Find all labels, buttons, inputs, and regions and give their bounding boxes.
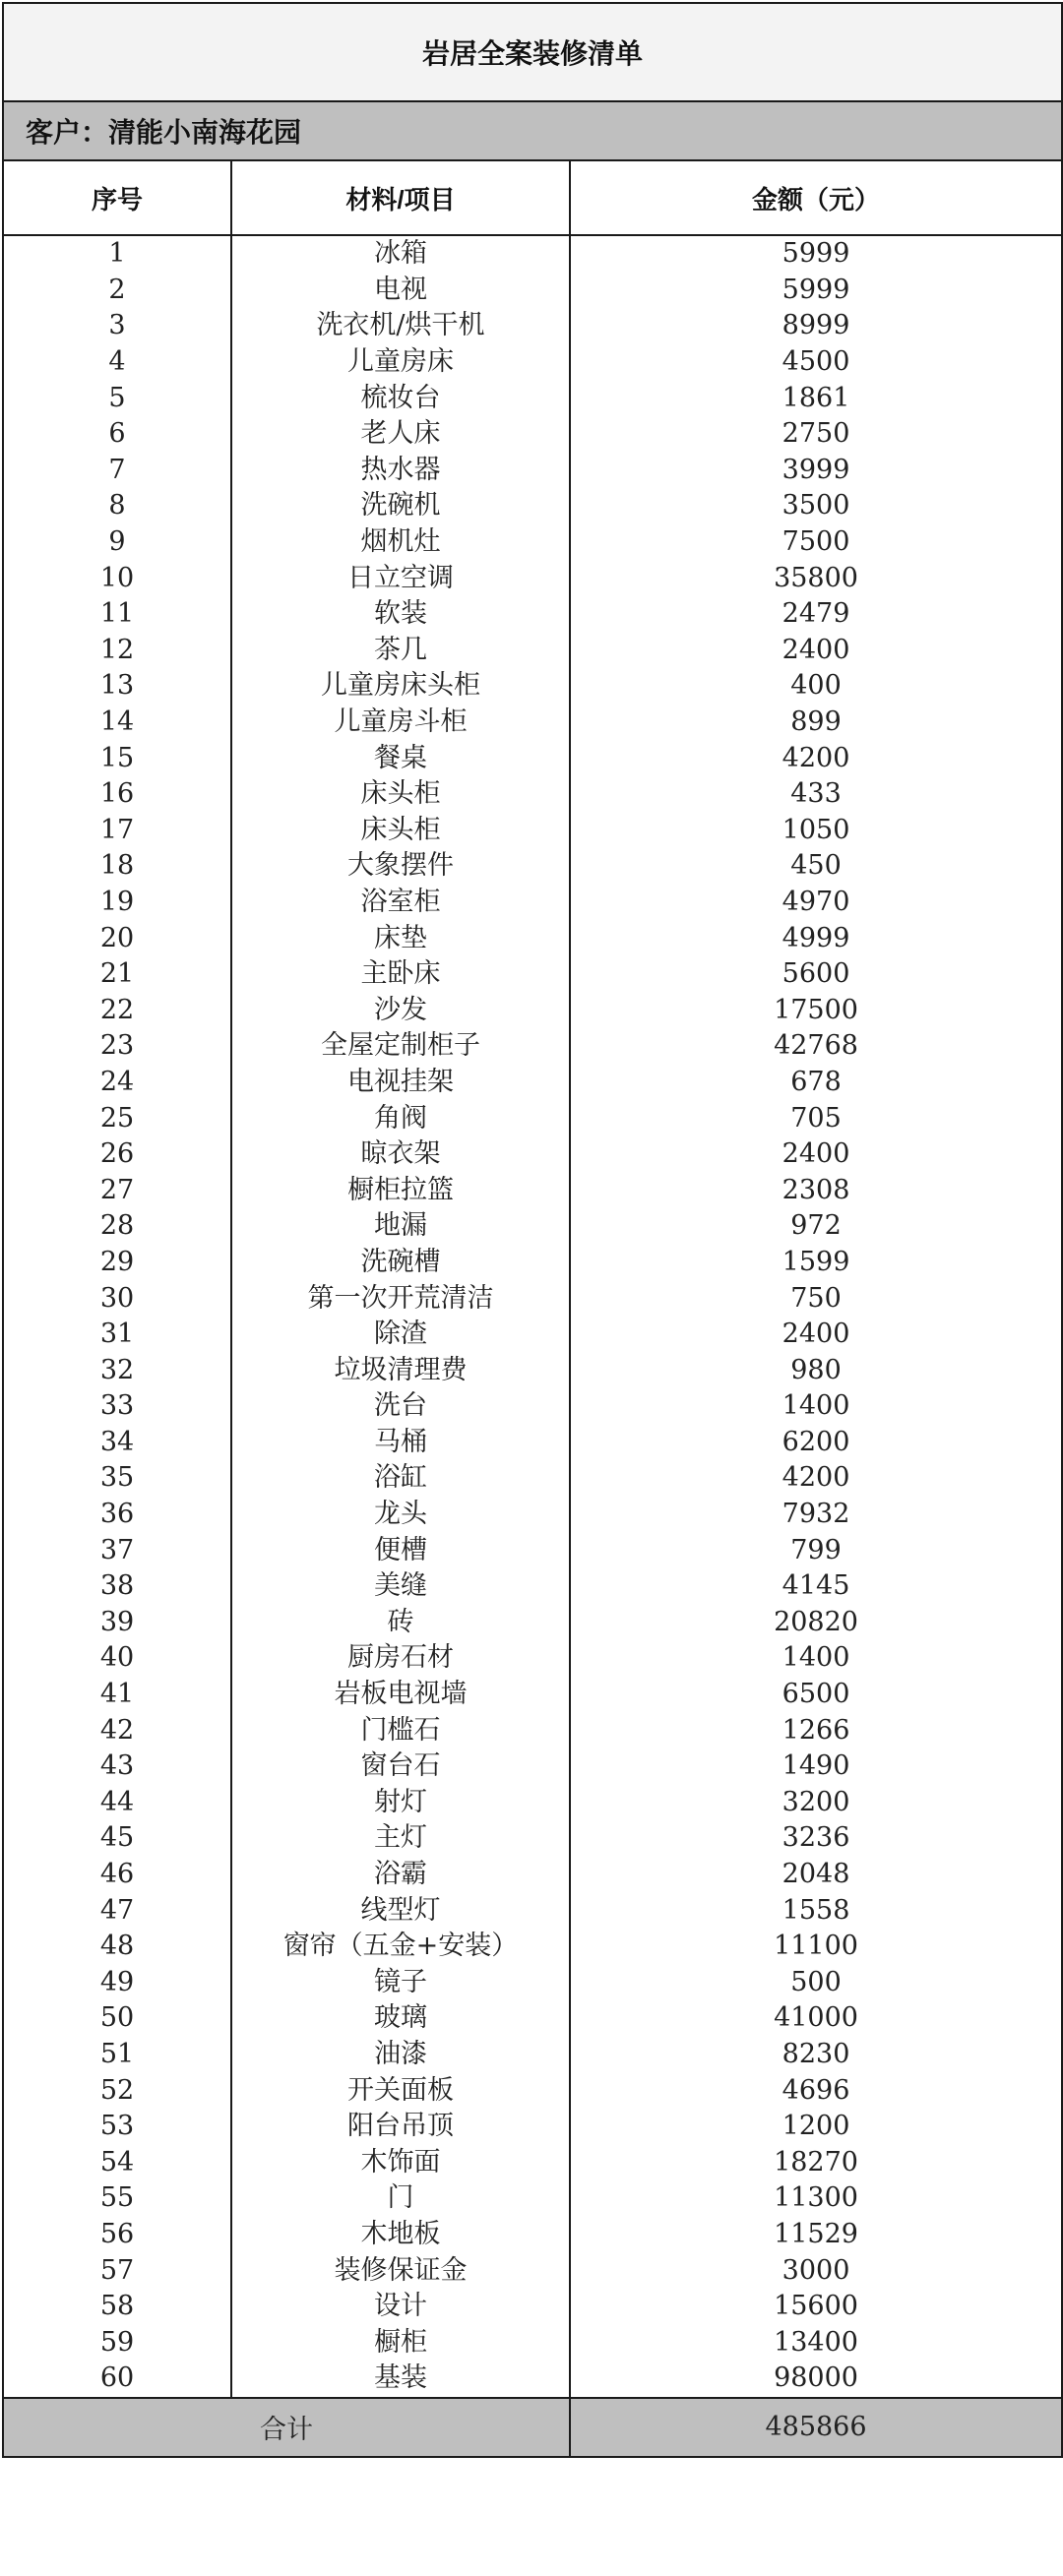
row-index-cell: 53: [3, 2109, 231, 2145]
title-row: [3, 3, 1062, 101]
row-index-cell: 45: [3, 1820, 231, 1857]
row-amount-cell: 8230: [570, 2037, 1062, 2073]
row-amount-cell: 17500: [570, 992, 1062, 1028]
table-row: [3, 1785, 1062, 1821]
row-index-cell: 50: [3, 2000, 231, 2037]
row-item-cell: 龙头: [231, 1497, 570, 1533]
table-row: [3, 1677, 1062, 1713]
row-index-cell: 47: [3, 1892, 231, 1929]
table-row: [3, 740, 1062, 776]
row-amount-cell: 5999: [570, 273, 1062, 309]
row-item-cell: 餐桌: [231, 740, 570, 776]
row-amount-cell: 1266: [570, 1712, 1062, 1748]
row-item-cell: 电视挂架: [231, 1065, 570, 1101]
row-amount-cell: 42768: [570, 1028, 1062, 1065]
row-item-cell: 全屋定制柜子: [231, 1028, 570, 1065]
row-index-cell: 25: [3, 1100, 231, 1136]
row-item-cell: 木地板: [231, 2217, 570, 2253]
row-index-cell: 15: [3, 740, 231, 776]
row-index-cell: 20: [3, 920, 231, 956]
row-amount-cell: 2400: [570, 1317, 1062, 1353]
row-index-cell: 49: [3, 1965, 231, 2001]
table-row: [3, 2252, 1062, 2289]
table-row: [3, 308, 1062, 344]
row-amount-cell: 2479: [570, 596, 1062, 633]
table-row: [3, 1065, 1062, 1101]
row-amount-cell: 1400: [570, 1388, 1062, 1425]
row-index-cell: 11: [3, 596, 231, 633]
row-item-cell: 马桶: [231, 1425, 570, 1461]
table-row: [3, 2217, 1062, 2253]
total-label: 合计: [3, 2398, 570, 2457]
row-amount-cell: 4696: [570, 2072, 1062, 2109]
table-row: [3, 1100, 1062, 1136]
row-item-cell: 茶几: [231, 633, 570, 669]
row-index-cell: 52: [3, 2072, 231, 2109]
row-item-cell: 橱柜: [231, 2324, 570, 2361]
row-index-cell: 57: [3, 2252, 231, 2289]
row-index-cell: 5: [3, 380, 231, 416]
row-item-cell: 洗碗机: [231, 488, 570, 524]
table-row: [3, 776, 1062, 813]
row-item-cell: 梳妆台: [231, 380, 570, 416]
table-row: [3, 2324, 1062, 2361]
row-index-cell: 48: [3, 1929, 231, 1965]
row-item-cell: 床头柜: [231, 813, 570, 849]
row-item-cell: 浴缸: [231, 1460, 570, 1497]
table-row: [3, 705, 1062, 741]
row-index-cell: 18: [3, 848, 231, 885]
table-row: [3, 1172, 1062, 1208]
table-row: [3, 1892, 1062, 1929]
row-item-cell: 第一次开荒清洁: [231, 1280, 570, 1317]
row-amount-cell: 972: [570, 1208, 1062, 1245]
row-index-cell: 13: [3, 668, 231, 705]
row-item-cell: 冰箱: [231, 235, 570, 273]
total-row: [3, 2398, 1062, 2457]
header-index: 序号: [3, 160, 231, 235]
row-item-cell: 门: [231, 2180, 570, 2217]
row-item-cell: 儿童房斗柜: [231, 705, 570, 741]
row-index-cell: 36: [3, 1497, 231, 1533]
table-row: [3, 956, 1062, 993]
row-item-cell: 垃圾清理费: [231, 1352, 570, 1388]
row-amount-cell: 4500: [570, 344, 1062, 381]
row-index-cell: 40: [3, 1640, 231, 1677]
row-amount-cell: 4145: [570, 1568, 1062, 1605]
row-index-cell: 27: [3, 1172, 231, 1208]
table-row: [3, 633, 1062, 669]
row-index-cell: 8: [3, 488, 231, 524]
row-index-cell: 46: [3, 1857, 231, 1893]
table-row: [3, 235, 1062, 273]
row-amount-cell: 8999: [570, 308, 1062, 344]
table-row: [3, 2144, 1062, 2180]
table-row: [3, 1280, 1062, 1317]
row-amount-cell: 705: [570, 1100, 1062, 1136]
row-index-cell: 41: [3, 1677, 231, 1713]
table-row: [3, 1245, 1062, 1281]
table-row: [3, 885, 1062, 921]
row-item-cell: 基装: [231, 2361, 570, 2398]
row-amount-cell: 450: [570, 848, 1062, 885]
table-row: [3, 1929, 1062, 1965]
row-amount-cell: 11300: [570, 2180, 1062, 2217]
row-item-cell: 儿童房床: [231, 344, 570, 381]
row-amount-cell: 4200: [570, 740, 1062, 776]
row-amount-cell: 678: [570, 1065, 1062, 1101]
row-amount-cell: 20820: [570, 1605, 1062, 1641]
table-row: [3, 2289, 1062, 2325]
table-row: [3, 2037, 1062, 2073]
row-amount-cell: 433: [570, 776, 1062, 813]
row-index-cell: 32: [3, 1352, 231, 1388]
row-amount-cell: 11100: [570, 1929, 1062, 1965]
row-item-cell: 烟机灶: [231, 524, 570, 561]
client-label: 客户：清能小南海花园: [3, 101, 1062, 160]
table-row: [3, 2180, 1062, 2217]
client-row: [3, 101, 1062, 160]
row-item-cell: 油漆: [231, 2037, 570, 2073]
table-row: [3, 1497, 1062, 1533]
row-amount-cell: 750: [570, 1280, 1062, 1317]
row-index-cell: 30: [3, 1280, 231, 1317]
row-amount-cell: 2750: [570, 416, 1062, 453]
row-index-cell: 31: [3, 1317, 231, 1353]
row-amount-cell: 1861: [570, 380, 1062, 416]
row-index-cell: 4: [3, 344, 231, 381]
row-amount-cell: 5999: [570, 235, 1062, 273]
table-row: [3, 920, 1062, 956]
row-amount-cell: 3999: [570, 453, 1062, 489]
table-row: [3, 416, 1062, 453]
table-row: [3, 488, 1062, 524]
row-item-cell: 洗衣机/烘干机: [231, 308, 570, 344]
header-amount: 金额（元）: [570, 160, 1062, 235]
row-index-cell: 42: [3, 1712, 231, 1748]
row-index-cell: 10: [3, 560, 231, 596]
row-item-cell: 床垫: [231, 920, 570, 956]
row-index-cell: 38: [3, 1568, 231, 1605]
table-row: [3, 1532, 1062, 1568]
table-row: [3, 273, 1062, 309]
table-row: [3, 1965, 1062, 2001]
row-amount-cell: 6500: [570, 1677, 1062, 1713]
row-item-cell: 软装: [231, 596, 570, 633]
row-amount-cell: 3200: [570, 1785, 1062, 1821]
row-amount-cell: 3236: [570, 1820, 1062, 1857]
row-amount-cell: 2400: [570, 633, 1062, 669]
table-row: [3, 560, 1062, 596]
row-item-cell: 镜子: [231, 1965, 570, 2001]
row-item-cell: 沙发: [231, 992, 570, 1028]
table-row: [3, 1820, 1062, 1857]
row-item-cell: 浴霸: [231, 1857, 570, 1893]
row-item-cell: 砖: [231, 1605, 570, 1641]
row-item-cell: 角阀: [231, 1100, 570, 1136]
row-item-cell: 窗台石: [231, 1748, 570, 1785]
row-amount-cell: 7500: [570, 524, 1062, 561]
table-row: [3, 1208, 1062, 1245]
table-row: [3, 2072, 1062, 2109]
row-index-cell: 19: [3, 885, 231, 921]
table-row: [3, 1136, 1062, 1173]
row-index-cell: 35: [3, 1460, 231, 1497]
row-item-cell: 电视: [231, 273, 570, 309]
row-index-cell: 39: [3, 1605, 231, 1641]
row-index-cell: 2: [3, 273, 231, 309]
sheet-title: 岩居全案装修清单: [3, 3, 1062, 101]
row-amount-cell: 1490: [570, 1748, 1062, 1785]
row-item-cell: 主卧床: [231, 956, 570, 993]
row-item-cell: 窗帘（五金+安装）: [231, 1929, 570, 1965]
row-index-cell: 17: [3, 813, 231, 849]
row-item-cell: 晾衣架: [231, 1136, 570, 1173]
table-row: [3, 1857, 1062, 1893]
row-index-cell: 1: [3, 235, 231, 273]
row-amount-cell: 1200: [570, 2109, 1062, 2145]
row-item-cell: 玻璃: [231, 2000, 570, 2037]
row-amount-cell: 4200: [570, 1460, 1062, 1497]
row-amount-cell: 7932: [570, 1497, 1062, 1533]
row-index-cell: 26: [3, 1136, 231, 1173]
row-index-cell: 24: [3, 1065, 231, 1101]
table-row: [3, 1712, 1062, 1748]
row-item-cell: 除渣: [231, 1317, 570, 1353]
table-row: [3, 1352, 1062, 1388]
table-row: [3, 380, 1062, 416]
row-index-cell: 22: [3, 992, 231, 1028]
table-row: [3, 1388, 1062, 1425]
row-amount-cell: 799: [570, 1532, 1062, 1568]
row-item-cell: 浴室柜: [231, 885, 570, 921]
row-item-cell: 门槛石: [231, 1712, 570, 1748]
row-index-cell: 16: [3, 776, 231, 813]
row-item-cell: 线型灯: [231, 1892, 570, 1929]
row-item-cell: 装修保证金: [231, 2252, 570, 2289]
row-item-cell: 射灯: [231, 1785, 570, 1821]
row-index-cell: 54: [3, 2144, 231, 2180]
row-amount-cell: 5600: [570, 956, 1062, 993]
row-index-cell: 3: [3, 308, 231, 344]
total-amount: 485866: [570, 2398, 1062, 2457]
row-amount-cell: 13400: [570, 2324, 1062, 2361]
table-row: [3, 596, 1062, 633]
table-row: [3, 848, 1062, 885]
row-item-cell: 洗台: [231, 1388, 570, 1425]
row-index-cell: 37: [3, 1532, 231, 1568]
row-index-cell: 14: [3, 705, 231, 741]
renovation-table: [2, 2, 1063, 2458]
row-index-cell: 43: [3, 1748, 231, 1785]
row-index-cell: 7: [3, 453, 231, 489]
row-item-cell: 洗碗槽: [231, 1245, 570, 1281]
row-index-cell: 9: [3, 524, 231, 561]
row-index-cell: 33: [3, 1388, 231, 1425]
row-amount-cell: 2048: [570, 1857, 1062, 1893]
row-index-cell: 58: [3, 2289, 231, 2325]
row-amount-cell: 980: [570, 1352, 1062, 1388]
row-amount-cell: 899: [570, 705, 1062, 741]
table-row: [3, 1568, 1062, 1605]
row-index-cell: 56: [3, 2217, 231, 2253]
row-amount-cell: 1599: [570, 1245, 1062, 1281]
table-row: [3, 1605, 1062, 1641]
row-item-cell: 床头柜: [231, 776, 570, 813]
row-amount-cell: 15600: [570, 2289, 1062, 2325]
table-row: [3, 1425, 1062, 1461]
row-amount-cell: 35800: [570, 560, 1062, 596]
table-row: [3, 1028, 1062, 1065]
row-item-cell: 老人床: [231, 416, 570, 453]
row-item-cell: 大象摆件: [231, 848, 570, 885]
row-amount-cell: 3000: [570, 2252, 1062, 2289]
row-amount-cell: 500: [570, 1965, 1062, 2001]
row-amount-cell: 2308: [570, 1172, 1062, 1208]
row-amount-cell: 1400: [570, 1640, 1062, 1677]
row-item-cell: 便槽: [231, 1532, 570, 1568]
row-amount-cell: 4999: [570, 920, 1062, 956]
row-index-cell: 34: [3, 1425, 231, 1461]
row-item-cell: 儿童房床头柜: [231, 668, 570, 705]
table-row: [3, 992, 1062, 1028]
row-amount-cell: 18270: [570, 2144, 1062, 2180]
row-amount-cell: 2400: [570, 1136, 1062, 1173]
row-index-cell: 12: [3, 633, 231, 669]
table-row: [3, 2000, 1062, 2037]
row-index-cell: 21: [3, 956, 231, 993]
row-item-cell: 美缝: [231, 1568, 570, 1605]
row-index-cell: 55: [3, 2180, 231, 2217]
row-index-cell: 59: [3, 2324, 231, 2361]
row-amount-cell: 41000: [570, 2000, 1062, 2037]
row-amount-cell: 3500: [570, 488, 1062, 524]
table-row: [3, 813, 1062, 849]
row-item-cell: 阳台吊顶: [231, 2109, 570, 2145]
row-amount-cell: 11529: [570, 2217, 1062, 2253]
row-index-cell: 51: [3, 2037, 231, 2073]
row-index-cell: 23: [3, 1028, 231, 1065]
row-amount-cell: 6200: [570, 1425, 1062, 1461]
table-row: [3, 453, 1062, 489]
row-item-cell: 地漏: [231, 1208, 570, 1245]
table-row: [3, 2361, 1062, 2398]
table-row: [3, 344, 1062, 381]
row-item-cell: 日立空调: [231, 560, 570, 596]
row-item-cell: 岩板电视墙: [231, 1677, 570, 1713]
row-amount-cell: 1050: [570, 813, 1062, 849]
row-item-cell: 木饰面: [231, 2144, 570, 2180]
row-item-cell: 开关面板: [231, 2072, 570, 2109]
table-row: [3, 1460, 1062, 1497]
row-item-cell: 设计: [231, 2289, 570, 2325]
table-row: [3, 1640, 1062, 1677]
row-item-cell: 橱柜拉篮: [231, 1172, 570, 1208]
table-row: [3, 668, 1062, 705]
table-row: [3, 1748, 1062, 1785]
row-amount-cell: 4970: [570, 885, 1062, 921]
row-item-cell: 热水器: [231, 453, 570, 489]
row-amount-cell: 98000: [570, 2361, 1062, 2398]
row-amount-cell: 400: [570, 668, 1062, 705]
row-item-cell: 主灯: [231, 1820, 570, 1857]
row-index-cell: 60: [3, 2361, 231, 2398]
table-row: [3, 524, 1062, 561]
row-index-cell: 28: [3, 1208, 231, 1245]
row-index-cell: 6: [3, 416, 231, 453]
header-item: 材料/项目: [231, 160, 570, 235]
row-amount-cell: 1558: [570, 1892, 1062, 1929]
row-item-cell: 厨房石材: [231, 1640, 570, 1677]
row-index-cell: 44: [3, 1785, 231, 1821]
table-row: [3, 1317, 1062, 1353]
table-row: [3, 2109, 1062, 2145]
header-row: [3, 160, 1062, 235]
row-index-cell: 29: [3, 1245, 231, 1281]
